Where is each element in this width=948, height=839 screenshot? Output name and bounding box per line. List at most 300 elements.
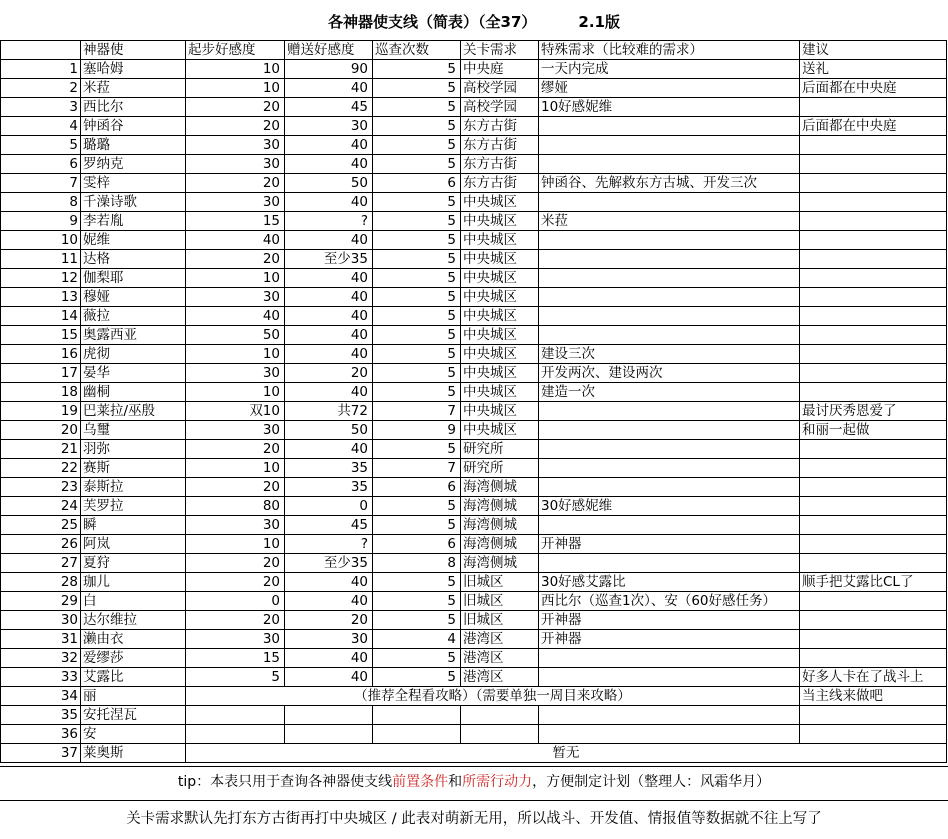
cell-gift-favor: 40 <box>285 307 373 326</box>
cell-start-favor: 10 <box>186 269 285 288</box>
cell-stage-requirement: 港湾区 <box>461 630 539 649</box>
cell-patrol-count: 5 <box>373 79 461 98</box>
cell-special-requirement: 建设三次 <box>539 345 800 364</box>
cell-row-index: 24 <box>1 497 81 516</box>
cell-patrol-count: 7 <box>373 459 461 478</box>
cell-advice <box>800 326 947 345</box>
cell-advice <box>800 212 947 231</box>
cell-stage-requirement: 东方古街 <box>461 136 539 155</box>
cell-row-index: 27 <box>1 554 81 573</box>
table-row <box>1 307 947 326</box>
cell-row-index: 1 <box>1 60 81 79</box>
cell-gift-favor: 40 <box>285 592 373 611</box>
cell-gift-favor: 至少35 <box>285 250 373 269</box>
cell-start-favor: 30 <box>186 155 285 174</box>
cell-row-index: 8 <box>1 193 81 212</box>
cell-advice <box>800 649 947 668</box>
cell-patrol-count: 5 <box>373 649 461 668</box>
cell-row-index: 10 <box>1 231 81 250</box>
table-row <box>1 60 947 79</box>
cell-name: 阿岚 <box>81 535 186 554</box>
cell-special-requirement <box>539 136 800 155</box>
cell-stage-requirement: 海湾侧城 <box>461 478 539 497</box>
cell-special-requirement: 钟函谷、先解救东方古城、开发三次 <box>539 174 800 193</box>
cell-stage-requirement: 中央城区 <box>461 288 539 307</box>
table-row <box>1 136 947 155</box>
cell-start-favor: 0 <box>186 592 285 611</box>
cell-advice <box>800 497 947 516</box>
cell-special-requirement <box>539 117 800 136</box>
cell-start-favor: 20 <box>186 611 285 630</box>
cell-gift-favor: 20 <box>285 364 373 383</box>
table-row <box>1 592 947 611</box>
table-row <box>1 212 947 231</box>
cell-name: 穆娅 <box>81 288 186 307</box>
cell-start-favor: 10 <box>186 383 285 402</box>
header-start-favor: 起步好感度 <box>186 41 285 60</box>
table-row <box>1 402 947 421</box>
cell-start-favor: 15 <box>186 212 285 231</box>
cell-advice <box>800 516 947 535</box>
cell-special-requirement: 30好感妮维 <box>539 497 800 516</box>
cell-name: 巴莱拉/巫殷 <box>81 402 186 421</box>
cell-advice <box>800 611 947 630</box>
cell-name: 羽弥 <box>81 440 186 459</box>
cell-advice <box>800 592 947 611</box>
header-advice: 建议 <box>800 41 947 60</box>
cell-gift-favor: ? <box>285 535 373 554</box>
cell-advice <box>800 440 947 459</box>
cell-name: 莱奥斯 <box>81 744 186 763</box>
cell-gift-favor: 共72 <box>285 402 373 421</box>
cell-name: 奥露西亚 <box>81 326 186 345</box>
cell-row-index: 17 <box>1 364 81 383</box>
cell-patrol-count: 5 <box>373 212 461 231</box>
cell-patrol-count: 5 <box>373 440 461 459</box>
cell-advice <box>800 155 947 174</box>
cell-start-favor: 20 <box>186 554 285 573</box>
cell-gift-favor: 35 <box>285 459 373 478</box>
cell-stage-requirement: 港湾区 <box>461 668 539 687</box>
cell-special-requirement: 开神器 <box>539 611 800 630</box>
cell-patrol-count: 5 <box>373 573 461 592</box>
cell-advice <box>800 535 947 554</box>
cell-name: 泰斯拉 <box>81 478 186 497</box>
cell-name: 西比尔 <box>81 98 186 117</box>
cell-stage-requirement: 东方古街 <box>461 174 539 193</box>
cell-stage-requirement: 旧城区 <box>461 592 539 611</box>
cell-advice <box>800 231 947 250</box>
cell-special-requirement <box>539 155 800 174</box>
cell-advice: 当主线来做吧 <box>800 687 947 706</box>
cell-special-requirement: 30好感艾露比 <box>539 573 800 592</box>
cell-gift-favor <box>285 725 373 744</box>
cell-start-favor: 30 <box>186 516 285 535</box>
cell-advice: 顺手把艾露比CL了 <box>800 573 947 592</box>
cell-stage-requirement: 中央城区 <box>461 231 539 250</box>
header-gift-favor: 赠送好感度 <box>285 41 373 60</box>
cell-advice: 好多人卡在了战斗上 <box>800 668 947 687</box>
cell-advice <box>800 174 947 193</box>
cell-row-index: 18 <box>1 383 81 402</box>
table-row <box>1 611 947 630</box>
cell-start-favor: 20 <box>186 573 285 592</box>
cell-name: 晏华 <box>81 364 186 383</box>
cell-gift-favor: 40 <box>285 440 373 459</box>
cell-start-favor: 30 <box>186 421 285 440</box>
cell-advice <box>800 554 947 573</box>
cell-start-favor: 10 <box>186 60 285 79</box>
cell-gift-favor: 至少35 <box>285 554 373 573</box>
cell-name: 珈儿 <box>81 573 186 592</box>
cell-row-index: 2 <box>1 79 81 98</box>
table-row <box>1 554 947 573</box>
cell-row-index: 4 <box>1 117 81 136</box>
cell-patrol-count: 5 <box>373 155 461 174</box>
table-row <box>1 421 947 440</box>
cell-start-favor: 10 <box>186 345 285 364</box>
cell-special-requirement <box>539 440 800 459</box>
table-row <box>1 440 947 459</box>
cell-name: 瞬 <box>81 516 186 535</box>
cell-stage-requirement: 海湾侧城 <box>461 535 539 554</box>
cell-name: 安 <box>81 725 186 744</box>
cell-gift-favor: 20 <box>285 611 373 630</box>
table-row <box>1 706 947 725</box>
cell-row-index: 19 <box>1 402 81 421</box>
cell-gift-favor <box>285 706 373 725</box>
cell-name: 千澡诗歌 <box>81 193 186 212</box>
cell-row-index: 37 <box>1 744 81 763</box>
cell-stage-requirement: 旧城区 <box>461 611 539 630</box>
cell-special-requirement: 米菈 <box>539 212 800 231</box>
cell-start-favor: 30 <box>186 288 285 307</box>
cell-patrol-count: 5 <box>373 288 461 307</box>
cell-patrol-count <box>373 725 461 744</box>
cell-stage-requirement: 中央城区 <box>461 326 539 345</box>
cell-row-index: 26 <box>1 535 81 554</box>
cell-gift-favor: 40 <box>285 345 373 364</box>
version-text: 2.1版 <box>578 13 620 31</box>
cell-name: 伽梨耶 <box>81 269 186 288</box>
cell-patrol-count: 5 <box>373 611 461 630</box>
header-row <box>1 41 947 60</box>
cell-patrol-count: 9 <box>373 421 461 440</box>
table-row <box>1 98 947 117</box>
cell-name: 赛斯 <box>81 459 186 478</box>
cell-patrol-count: 5 <box>373 60 461 79</box>
cell-advice <box>800 269 947 288</box>
cell-special-requirement: 开发两次、建设两次 <box>539 364 800 383</box>
table-row <box>1 364 947 383</box>
cell-patrol-count: 5 <box>373 98 461 117</box>
cell-row-index: 14 <box>1 307 81 326</box>
table-row <box>1 573 947 592</box>
cell-gift-favor: 90 <box>285 60 373 79</box>
cell-special-requirement <box>539 554 800 573</box>
cell-patrol-count: 5 <box>373 516 461 535</box>
cell-row-index: 11 <box>1 250 81 269</box>
cell-gift-favor: 40 <box>285 288 373 307</box>
cell-advice <box>800 478 947 497</box>
cell-advice <box>800 288 947 307</box>
cell-start-favor: 30 <box>186 136 285 155</box>
header-patrol-count: 巡查次数 <box>373 41 461 60</box>
cell-row-index: 3 <box>1 98 81 117</box>
cell-name: 爱缪莎 <box>81 649 186 668</box>
tip-highlight-prerequisites: 前置条件 <box>392 774 449 790</box>
cell-advice <box>800 250 947 269</box>
cell-special-requirement <box>539 326 800 345</box>
cell-name: 艾露比 <box>81 668 186 687</box>
table-row <box>1 345 947 364</box>
cell-merged-note: （推荐全程看攻略）（需要单独一周目来攻略） <box>186 687 800 706</box>
cell-patrol-count <box>373 706 461 725</box>
cell-stage-requirement: 中央城区 <box>461 269 539 288</box>
cell-special-requirement <box>539 288 800 307</box>
header-stage-requirement: 关卡需求 <box>461 41 539 60</box>
cell-patrol-count: 4 <box>373 630 461 649</box>
cell-row-index: 30 <box>1 611 81 630</box>
cell-row-index: 9 <box>1 212 81 231</box>
cell-advice: 和丽一起做 <box>800 421 947 440</box>
cell-gift-favor: 50 <box>285 174 373 193</box>
table-row <box>1 744 947 763</box>
cell-merged-note: 暂无 <box>186 744 947 763</box>
cell-advice <box>800 345 947 364</box>
cell-stage-requirement: 中央城区 <box>461 383 539 402</box>
cell-name: 李若胤 <box>81 212 186 231</box>
cell-stage-requirement: 中央城区 <box>461 364 539 383</box>
table-row <box>1 155 947 174</box>
cell-special-requirement <box>539 231 800 250</box>
cell-gift-favor: 40 <box>285 155 373 174</box>
table-row <box>1 250 947 269</box>
cell-advice: 后面都在中央庭 <box>800 79 947 98</box>
cell-name: 罗纳克 <box>81 155 186 174</box>
cell-gift-favor: 30 <box>285 117 373 136</box>
table-row <box>1 288 947 307</box>
cell-stage-requirement <box>461 725 539 744</box>
cell-patrol-count: 5 <box>373 364 461 383</box>
cell-special-requirement <box>539 250 800 269</box>
artifact-users-table <box>0 40 947 763</box>
table-row <box>1 630 947 649</box>
cell-special-requirement <box>539 516 800 535</box>
table-row <box>1 269 947 288</box>
header-row-index <box>1 41 81 60</box>
cell-stage-requirement: 研究所 <box>461 440 539 459</box>
cell-gift-favor: 35 <box>285 478 373 497</box>
cell-stage-requirement: 海湾侧城 <box>461 554 539 573</box>
cell-patrol-count: 8 <box>373 554 461 573</box>
header-special-requirement: 特殊需求（比较难的需求） <box>539 41 800 60</box>
cell-special-requirement <box>539 307 800 326</box>
cell-start-favor: 30 <box>186 364 285 383</box>
cell-gift-favor: 40 <box>285 326 373 345</box>
table-row <box>1 117 947 136</box>
cell-gift-favor: ? <box>285 212 373 231</box>
cell-start-favor: 20 <box>186 117 285 136</box>
cell-name: 白 <box>81 592 186 611</box>
cell-patrol-count: 5 <box>373 136 461 155</box>
cell-start-favor: 10 <box>186 535 285 554</box>
cell-patrol-count: 5 <box>373 345 461 364</box>
cell-gift-favor: 30 <box>285 630 373 649</box>
cell-stage-requirement: 东方古街 <box>461 117 539 136</box>
cell-advice <box>800 725 947 744</box>
cell-start-favor: 30 <box>186 630 285 649</box>
cell-advice <box>800 630 947 649</box>
cell-stage-requirement: 港湾区 <box>461 649 539 668</box>
cell-advice <box>800 459 947 478</box>
cell-special-requirement <box>539 269 800 288</box>
cell-start-favor: 20 <box>186 440 285 459</box>
cell-row-index: 5 <box>1 136 81 155</box>
cell-start-favor: 15 <box>186 649 285 668</box>
cell-stage-requirement: 海湾侧城 <box>461 516 539 535</box>
cell-start-favor: 20 <box>186 250 285 269</box>
tip-line <box>0 766 948 797</box>
cell-patrol-count: 7 <box>373 402 461 421</box>
cell-name: 米菈 <box>81 79 186 98</box>
cell-row-index: 31 <box>1 630 81 649</box>
cell-patrol-count: 6 <box>373 174 461 193</box>
cell-special-requirement: 一天内完成 <box>539 60 800 79</box>
cell-row-index: 15 <box>1 326 81 345</box>
cell-gift-favor: 40 <box>285 231 373 250</box>
table-row <box>1 497 947 516</box>
cell-row-index: 12 <box>1 269 81 288</box>
cell-patrol-count: 5 <box>373 307 461 326</box>
cell-gift-favor: 40 <box>285 668 373 687</box>
cell-stage-requirement <box>461 706 539 725</box>
cell-advice <box>800 193 947 212</box>
cell-special-requirement: 西比尔（巡查1次）、安（60好感任务） <box>539 592 800 611</box>
cell-name: 妮维 <box>81 231 186 250</box>
table-row <box>1 478 947 497</box>
cell-start-favor: 5 <box>186 668 285 687</box>
cell-special-requirement: 开神器 <box>539 630 800 649</box>
table-row <box>1 231 947 250</box>
cell-patrol-count: 5 <box>373 269 461 288</box>
cell-patrol-count: 5 <box>373 250 461 269</box>
cell-row-index: 16 <box>1 345 81 364</box>
cell-advice <box>800 136 947 155</box>
table-row <box>1 687 947 706</box>
cell-gift-favor: 45 <box>285 98 373 117</box>
cell-start-favor: 40 <box>186 231 285 250</box>
cell-patrol-count: 5 <box>373 592 461 611</box>
table-row <box>1 326 947 345</box>
cell-special-requirement: 10好感妮维 <box>539 98 800 117</box>
cell-row-index: 34 <box>1 687 81 706</box>
table-row <box>1 725 947 744</box>
cell-special-requirement: 建造一次 <box>539 383 800 402</box>
cell-special-requirement <box>539 668 800 687</box>
cell-start-favor: 50 <box>186 326 285 345</box>
cell-stage-requirement: 中央城区 <box>461 345 539 364</box>
cell-patrol-count: 6 <box>373 478 461 497</box>
cell-row-index: 6 <box>1 155 81 174</box>
cell-start-favor: 30 <box>186 193 285 212</box>
cell-name: 幽桐 <box>81 383 186 402</box>
cell-special-requirement <box>539 193 800 212</box>
cell-gift-favor: 40 <box>285 136 373 155</box>
cell-special-requirement <box>539 478 800 497</box>
cell-special-requirement: 开神器 <box>539 535 800 554</box>
cell-advice <box>800 98 947 117</box>
cell-patrol-count: 5 <box>373 668 461 687</box>
cell-stage-requirement: 中央城区 <box>461 307 539 326</box>
cell-gift-favor: 40 <box>285 573 373 592</box>
cell-special-requirement <box>539 402 800 421</box>
tip-prefix: tip：本表只用于查询各神器使支线 <box>177 774 393 790</box>
cell-name: 璐璐 <box>81 136 186 155</box>
cell-stage-requirement: 海湾侧城 <box>461 497 539 516</box>
cell-advice: 送礼 <box>800 60 947 79</box>
cell-name: 钟函谷 <box>81 117 186 136</box>
cell-patrol-count: 5 <box>373 193 461 212</box>
cell-special-requirement <box>539 459 800 478</box>
cell-row-index: 20 <box>1 421 81 440</box>
cell-patrol-count: 6 <box>373 535 461 554</box>
table-row <box>1 535 947 554</box>
cell-row-index: 22 <box>1 459 81 478</box>
header-name: 神器使 <box>81 41 186 60</box>
cell-stage-requirement: 中央庭 <box>461 60 539 79</box>
cell-advice <box>800 307 947 326</box>
cell-gift-favor: 40 <box>285 383 373 402</box>
cell-row-index: 23 <box>1 478 81 497</box>
table-row <box>1 383 947 402</box>
cell-start-favor <box>186 725 285 744</box>
cell-row-index: 7 <box>1 174 81 193</box>
table-row <box>1 193 947 212</box>
cell-stage-requirement: 高校学园 <box>461 98 539 117</box>
cell-stage-requirement: 研究所 <box>461 459 539 478</box>
cell-special-requirement <box>539 725 800 744</box>
cell-gift-favor: 40 <box>285 649 373 668</box>
cell-stage-requirement: 中央城区 <box>461 421 539 440</box>
table-row <box>1 516 947 535</box>
cell-stage-requirement: 中央城区 <box>461 250 539 269</box>
cell-name: 雯梓 <box>81 174 186 193</box>
cell-patrol-count: 5 <box>373 326 461 345</box>
footer-note: 关卡需求默认先打东方古街再打中央城区 / 此表对萌新无用，所以战斗、开发值、情报值等数据就不往上写了 <box>0 800 948 837</box>
table-row <box>1 459 947 478</box>
cell-name: 安托涅瓦 <box>81 706 186 725</box>
cell-special-requirement: 缪娅 <box>539 79 800 98</box>
cell-stage-requirement: 中央城区 <box>461 193 539 212</box>
cell-name: 薇拉 <box>81 307 186 326</box>
cell-gift-favor: 45 <box>285 516 373 535</box>
cell-start-favor <box>186 706 285 725</box>
cell-name: 达格 <box>81 250 186 269</box>
cell-row-index: 33 <box>1 668 81 687</box>
cell-gift-favor: 40 <box>285 269 373 288</box>
table-row <box>1 668 947 687</box>
cell-stage-requirement: 中央城区 <box>461 212 539 231</box>
cell-start-favor: 20 <box>186 98 285 117</box>
cell-special-requirement <box>539 649 800 668</box>
cell-special-requirement <box>539 421 800 440</box>
cell-gift-favor: 50 <box>285 421 373 440</box>
cell-name: 乌璽 <box>81 421 186 440</box>
sheet-title <box>0 0 948 40</box>
cell-start-favor: 20 <box>186 478 285 497</box>
cell-row-index: 32 <box>1 649 81 668</box>
